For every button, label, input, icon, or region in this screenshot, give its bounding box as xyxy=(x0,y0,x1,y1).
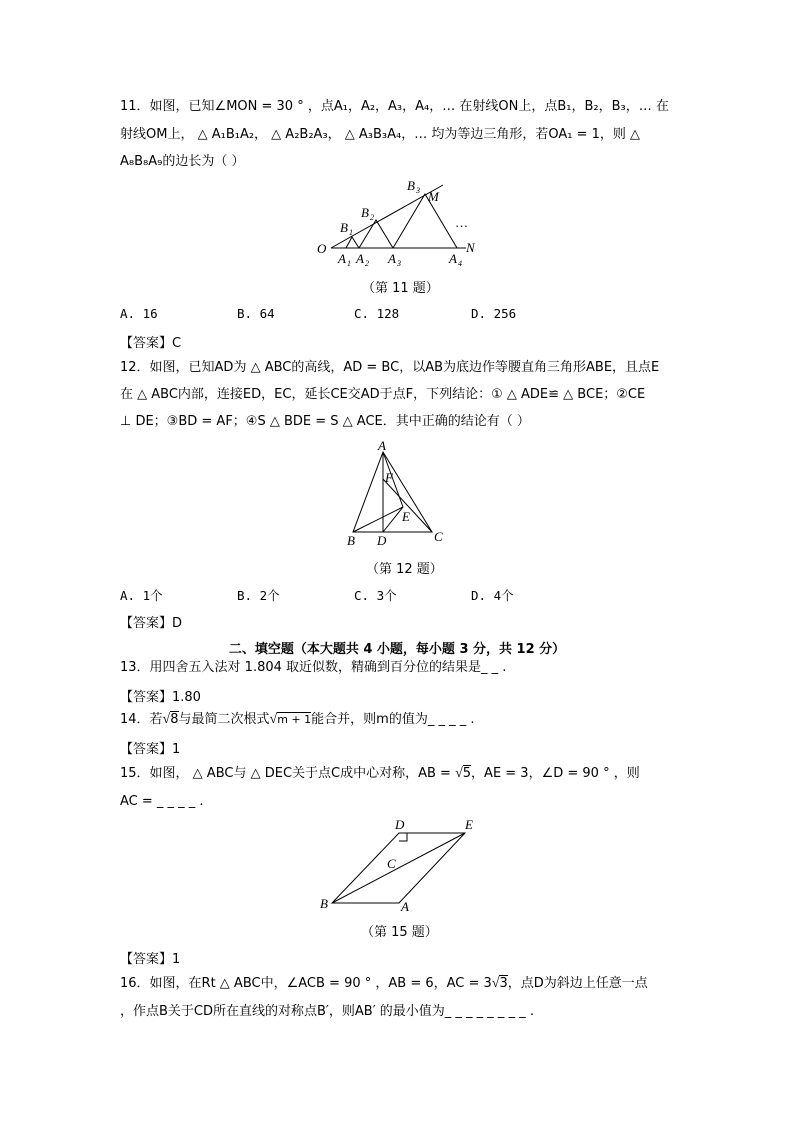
q12-line2: 在 △ ABC内部，连接ED，EC，延长CE交AD于点F，下列结论：① △ ADE≌ △ BCE；②CE xyxy=(120,387,646,402)
label-A4-sub: 4 xyxy=(458,259,462,268)
label-A3: A xyxy=(388,251,396,266)
label-B1: B xyxy=(340,220,348,235)
q11-option-b[interactable]: B. 64 xyxy=(237,306,275,321)
label-B: B xyxy=(320,896,328,911)
q15-line1-b: ，AE = 3，∠D = 90 ° ，则 xyxy=(471,766,640,781)
q11-option-a[interactable]: A. 16 xyxy=(120,306,158,321)
q12-line1: 12．如图，已知AD为 △ ABC的高线，AD = BC，以AB为底边作等腰直角三角形ABE，且点E xyxy=(120,360,660,375)
segment-cf xyxy=(383,479,432,532)
label-A2: A xyxy=(356,251,364,266)
label-B1-sub: 1 xyxy=(349,228,353,237)
q15-line2: AC = _ _ _ _ . xyxy=(120,794,204,809)
label-A4: A xyxy=(449,251,457,266)
q12-answer: 【答案】D xyxy=(120,616,183,631)
q11-figure xyxy=(300,172,500,272)
label-B3-sub: 3 xyxy=(416,186,420,195)
q16-line1 xyxy=(120,975,648,993)
sqrt-icon: √ xyxy=(491,976,500,991)
sqrt-icon: √ xyxy=(162,712,171,727)
q12-option-c[interactable]: C. 3个 xyxy=(354,588,397,603)
label-A: A xyxy=(401,899,409,914)
q14-answer: 【答案】1 xyxy=(120,742,181,757)
segment-de xyxy=(383,507,403,532)
q15-line1-a: 15．如图， △ ABC与 △ DEC关于点C成中心对称，AB = xyxy=(120,766,456,781)
q15-line1 xyxy=(120,765,640,783)
triangle-3 xyxy=(393,194,457,248)
label-B3: B xyxy=(407,178,415,193)
q16-radicand: 3 xyxy=(499,976,508,991)
label-A2-sub: 2 xyxy=(365,259,369,268)
q11-line2: 射线OM上， △ A₁B₁A₂， △ A₂B₂A₃， △ A₃B₃A₄，… 均为等边三角形，若OA₁ = 1，则 △ xyxy=(120,127,641,142)
label-M: M xyxy=(428,189,439,204)
label-B: B xyxy=(347,533,355,548)
q15-figure xyxy=(315,815,485,915)
q13-answer: 【答案】1.80 xyxy=(120,690,201,705)
label-A1-sub: 1 xyxy=(347,259,351,268)
q14-text-c: 能合并，则m的值为_ _ _ _ . xyxy=(311,712,475,727)
q11-option-c[interactable]: C. 128 xyxy=(354,306,400,321)
label-A3-sub: 3 xyxy=(397,259,401,268)
q14-radicand-1: 8 xyxy=(170,712,179,727)
right-angle-mark xyxy=(399,833,407,841)
q15-radicand: 5 xyxy=(462,766,472,781)
q12-option-b[interactable]: B. 2个 xyxy=(237,588,280,603)
q11-answer: 【答案】C xyxy=(120,336,182,351)
label-C: C xyxy=(387,856,396,871)
segment-be xyxy=(332,833,465,903)
label-B2: B xyxy=(361,205,369,220)
label-C: C xyxy=(434,529,443,544)
q12-figure xyxy=(335,437,455,552)
label-N: N xyxy=(466,240,475,255)
label-A: A xyxy=(378,438,386,453)
label-F: F xyxy=(385,470,393,485)
label-E: E xyxy=(465,817,473,832)
label-D: D xyxy=(377,533,387,548)
q15-caption: （第 15 题） xyxy=(361,925,438,940)
q16-line2: ，作点B关于CD所在直线的对称点B′，则AB′ 的最小值为_ _ _ _ _ _ _ _ . xyxy=(120,1004,534,1019)
q11-caption: （第 11 题） xyxy=(362,281,439,296)
q14-text-b: 与最简二次根式 xyxy=(178,712,270,727)
q11-line3: A₈B₈A₉的边长为（ ） xyxy=(120,154,245,169)
q14-text xyxy=(120,711,474,729)
label-O: O xyxy=(317,241,327,256)
label-A1: A xyxy=(338,251,346,266)
q13-text: 13．用四舍五入法对 1.804 取近似数，精确到百分位的结果是_ _ . xyxy=(120,660,507,675)
section-heading: 二、填空题（本大题共 4 小题，每小题 3 分，共 12 分） xyxy=(228,642,566,657)
q14-text-a: 14．若 xyxy=(120,712,163,727)
q16-line1-a: 16．如图，在Rt △ ABC中，∠ACB = 90 ° ，AB = 6，AC = 3 xyxy=(120,976,492,991)
q12-option-d[interactable]: D. 4个 xyxy=(471,588,514,603)
label-B2-sub: 2 xyxy=(370,213,374,222)
q15-answer: 【答案】1 xyxy=(120,952,181,967)
label-D: D xyxy=(395,817,405,832)
q12-line3: ⊥ DE；③BD = AF；④S △ BDE = S △ ACE．其中正确的结论有（ ） xyxy=(120,414,530,429)
label-E: E xyxy=(402,509,410,524)
sqrt-icon: √ xyxy=(455,766,463,781)
q12-caption: （第 12 题） xyxy=(366,562,443,577)
q12-option-a[interactable]: A. 1个 xyxy=(120,588,163,603)
q16-line1-b: ，点D为斜边上任意一点 xyxy=(507,976,648,991)
sqrt-icon: √ xyxy=(269,712,278,727)
q11-line1: 11．如图，已知∠MON = 30 ° ，点A₁，A₂，A₃，A₄，… 在射线ON上，点B₁，B₂，B₃，… 在 xyxy=(120,99,669,114)
q11-option-d[interactable]: D. 256 xyxy=(471,306,517,321)
q14-radicand-2: m + 1 xyxy=(277,713,312,726)
label-dots: … xyxy=(456,215,468,230)
triangle-2 xyxy=(359,220,393,248)
